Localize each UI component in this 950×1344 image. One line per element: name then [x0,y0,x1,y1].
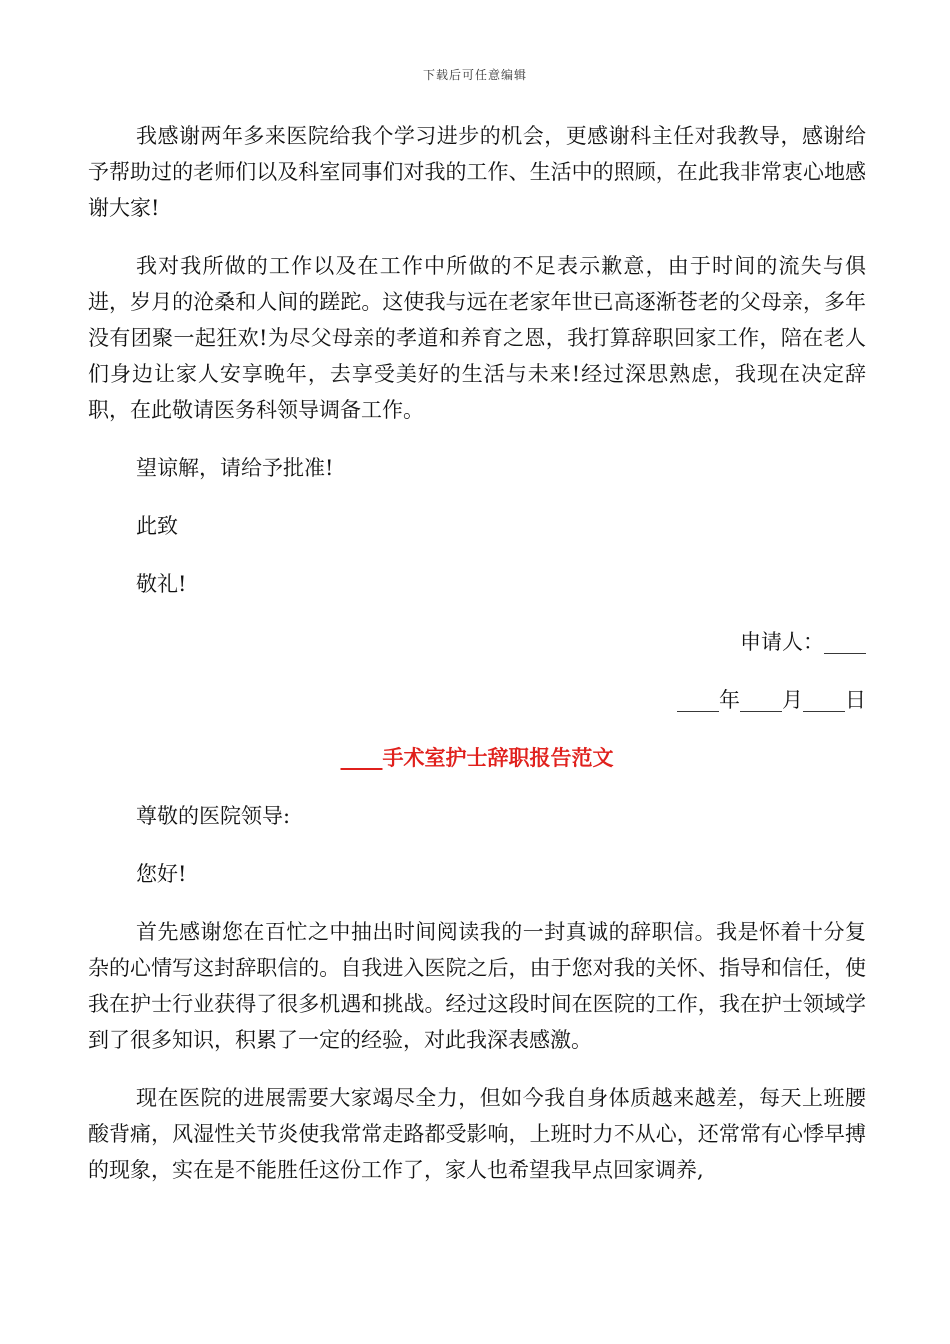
letter2-paragraph-2: 现在医院的进展需要大家竭尽全力，但如今我自身体质越来越差，每天上班腰酸背痛，风湿性关节炎使我常常走路都受影响，上班时力不从心，还常常有心悸早搏的现象，实在是不能胜任这份工作了，家人也希望我早点回家调养, [88,1086,866,1182]
section-title: ____手术室护士辞职报告范文 [340,746,614,770]
document-body [88,118,866,1210]
letter1-paragraph-3: 望谅解，请给予批准! [136,456,334,480]
header-note: 下载后可任意编辑 [422,68,527,82]
letter1-paragraph-1: 我感谢两年多来医院给我个学习进步的机会，更感谢科主任对我教导，感谢给予帮助过的老师们以及科室同事们对我的工作、生活中的照顾，在此我非常衷心地感谢大家! [88,124,866,220]
closing-line-1: 此致 [136,514,178,538]
closing-line-2: 敬礼! [136,572,187,596]
letter2-paragraph-1: 首先感谢您在百忙之中抽出时间阅读我的一封真诚的辞职信。我是怀着十分复杂的心情写这封辞职信的。自我进入医院之后，由于您对我的关怀、指导和信任，使我在护士行业获得了很多机遇和挑战。经过这段时间在医院的工作，我在护士领域学到了很多知识，积累了一定的经验，对此我深表感激。 [88,920,866,1052]
salutation: 尊敬的医院领导: [136,804,291,828]
greeting: 您好! [136,862,187,886]
letter1-paragraph-2: 我对我所做的工作以及在工作中所做的不足表示歉意，由于时间的流失与俱进，岁月的沧桑和人间的蹉跎。这使我与远在老家年世已高逐渐苍老的父母亲，多年没有团聚一起狂欢!为尽父母亲的孝道和养育之恩，我打算辞职回家工作，陪在老人们身边让家人安享晚年，去享受美好的生活与未来!经过深思熟虑，我现在决定辞职，在此敬请医务科领导调备工作。 [88,254,866,422]
applicant-line: 申请人：____ [740,630,866,654]
date-line: ____年____月____日 [677,688,866,712]
